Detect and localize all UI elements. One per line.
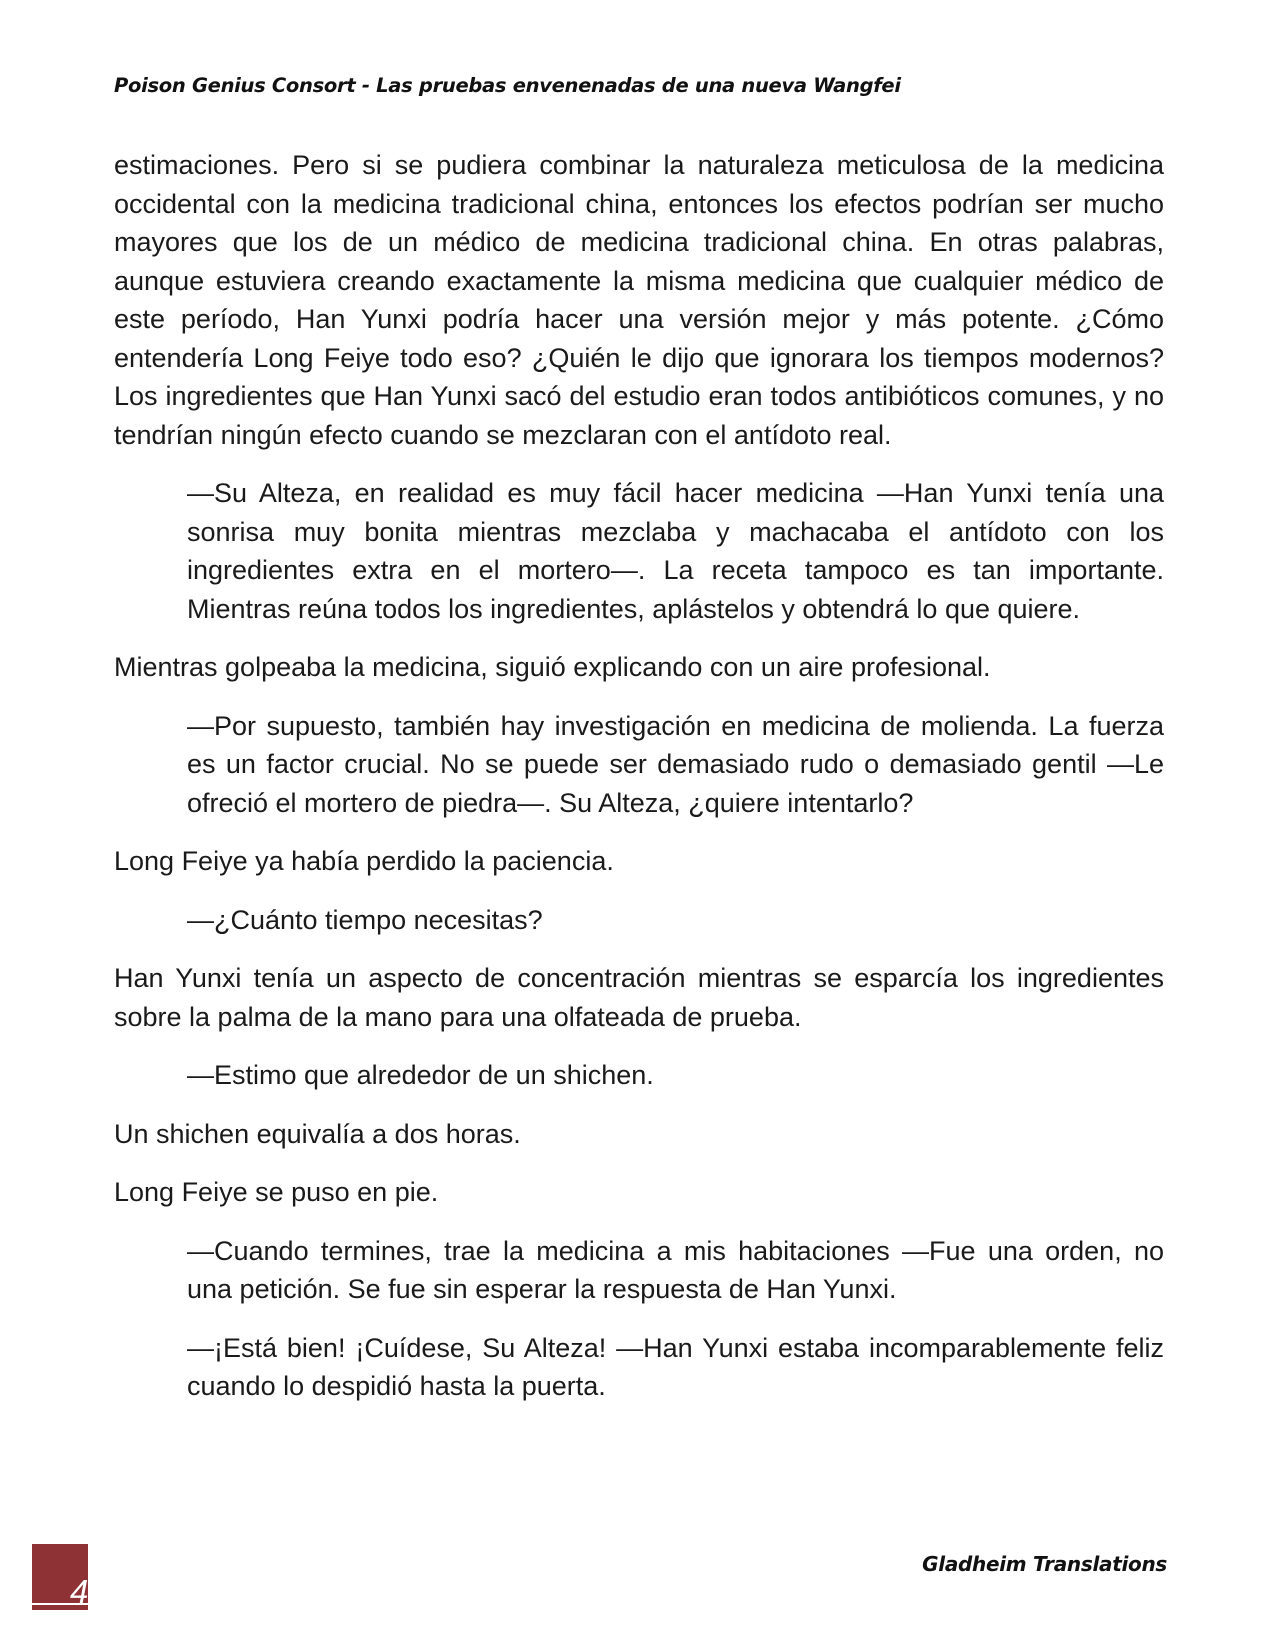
paragraph: estimaciones. Pero si se pudiera combinar la naturaleza meticulosa de la medicina occidental con la medicina tradicional china, entonces los efectos podrían ser mucho mayores que los de un médico de medicina tradicional china. En otras palabras, aunque estuviera creando exactamente la misma medicina que cualquier médico de este período, Han Yunxi podría hacer una versión mejor y más potente. ¿Cómo entendería Long Feiye todo eso? ¿Quién le dijo que ignorara los tiempos modernos? Los ingredientes que Han Yunxi sacó del estudio eran todos antibióticos comunes, y no tendrían ningún efecto cuando se mezclaran con el antídoto real. bbox=[114, 150, 1164, 450]
paragraph: Mientras golpeaba la medicina, siguió explicando con un aire profesional. bbox=[114, 652, 991, 682]
translator-credit: Gladheim Translations bbox=[922, 1552, 1167, 1576]
dialogue-paragraph: —Por supuesto, también hay investigación en medicina de molienda. La fuerza es un factor crucial. No se puede ser demasiado rudo o demasiado gentil —Le ofreció el mortero de piedra—. Su Alteza, ¿quiere intentarlo? bbox=[187, 710, 1164, 818]
dialogue-paragraph: —¿Cuánto tiempo necesitas? bbox=[187, 904, 543, 935]
dialogue-paragraph: —¡Está bien! ¡Cuídese, Su Alteza! —Han Yunxi estaba incomparablemente feliz cuando lo despidió hasta la puerta. bbox=[187, 1332, 1164, 1401]
paragraph: Un shichen equivalía a dos horas. bbox=[114, 1118, 521, 1149]
paragraph: Long Feiye se puso en pie. bbox=[114, 1177, 439, 1207]
page-number: 4 bbox=[70, 1573, 89, 1610]
document-title: Poison Genius Consort - Las pruebas envenenadas de una nueva Wangfei bbox=[114, 74, 901, 97]
dialogue-paragraph: —Su Alteza, en realidad es muy fácil hacer medicina —Han Yunxi tenía una sonrisa muy bonita mientras mezclaba y machacaba el antídoto con los ingredientes extra en el mortero—. La receta tampoco es tan importante. Mientras reúna todos los ingredientes, aplástelos y obtendrá lo que quiere. bbox=[187, 478, 1164, 624]
paragraph: Han Yunxi tenía un aspecto de concentración mientras se esparcía los ingredientes sobre la palma de la mano para una olfateada de prueba. bbox=[114, 963, 1164, 1032]
body-text bbox=[114, 146, 1164, 1406]
page-footer bbox=[0, 1540, 1275, 1620]
dialogue-paragraph: —Estimo que alrededor de un shichen. bbox=[187, 1060, 654, 1090]
paragraph: Long Feiye ya había perdido la paciencia. bbox=[114, 846, 614, 876]
page-header bbox=[114, 74, 1164, 97]
dialogue-paragraph: —Cuando termines, trae la medicina a mis habitaciones —Fue una orden, no una petición. Se fue sin esperar la respuesta de Han Yunxi. bbox=[187, 1235, 1164, 1304]
